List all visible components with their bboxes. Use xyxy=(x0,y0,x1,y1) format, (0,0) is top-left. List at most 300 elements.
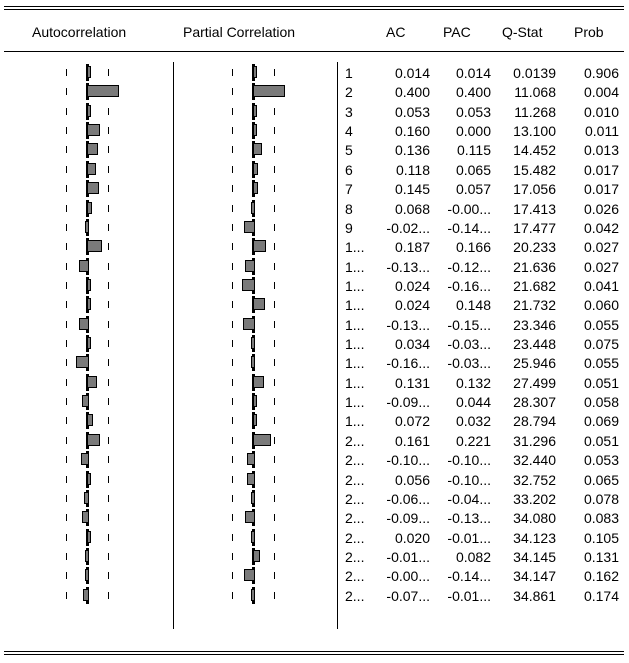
lag-cell: 1... xyxy=(345,297,365,314)
top-border-line-1 xyxy=(4,6,624,7)
qstat-cell: 15.482 xyxy=(513,161,556,178)
pac-value-cell: 0.115 xyxy=(457,142,491,159)
pac-lower-bound-tick xyxy=(232,263,233,270)
table-row xyxy=(0,566,629,585)
ac-upper-bound-tick xyxy=(108,127,109,134)
pac-lower-bound-tick xyxy=(232,127,233,134)
header-ac: AC xyxy=(386,24,406,40)
pac-upper-bound-tick xyxy=(274,301,275,308)
pac-lower-bound-tick xyxy=(232,340,233,347)
ac-lower-bound-tick xyxy=(66,534,67,541)
ac-lower-bound-tick xyxy=(66,243,67,250)
pac-bar xyxy=(253,240,266,252)
prob-cell: 0.011 xyxy=(585,123,619,140)
pac-value-cell: 0.032 xyxy=(455,413,491,430)
pac-upper-bound-tick xyxy=(274,108,275,115)
table-row xyxy=(0,257,629,276)
qstat-cell: 13.100 xyxy=(513,123,556,140)
prob-cell: 0.013 xyxy=(583,142,619,159)
ac-bar xyxy=(82,511,89,523)
table-row xyxy=(0,140,629,159)
ac-upper-bound-tick xyxy=(108,321,109,328)
pac-bar xyxy=(251,202,255,214)
pac-upper-bound-tick xyxy=(274,127,275,134)
pac-bar xyxy=(251,589,255,601)
prob-cell: 0.026 xyxy=(583,200,619,217)
lag-cell: 2... xyxy=(345,432,365,449)
lag-cell: 2... xyxy=(345,549,365,565)
pac-bar xyxy=(245,511,255,523)
ac-bar xyxy=(79,318,89,330)
ac-value-cell: -0.09... xyxy=(386,510,430,527)
ac-lower-bound-tick xyxy=(66,166,67,173)
pac-lower-bound-tick xyxy=(232,224,233,231)
ac-bar xyxy=(87,143,98,155)
ac-bar xyxy=(82,395,89,407)
ac-value-cell: 0.024 xyxy=(394,297,430,314)
prob-cell: 0.051 xyxy=(583,432,619,449)
prob-cell: 0.078 xyxy=(583,490,619,507)
pac-value-cell: 0.053 xyxy=(455,103,491,120)
ac-bar xyxy=(87,376,97,388)
pac-value-cell: 0.148 xyxy=(455,297,491,314)
pac-lower-bound-tick xyxy=(232,282,233,289)
ac-value-cell: -0.07... xyxy=(386,587,430,604)
ac-value-cell: -0.13... xyxy=(386,258,430,275)
table-row xyxy=(0,547,629,566)
lag-cell: 2... xyxy=(345,529,365,546)
lag-cell: 4 xyxy=(345,123,353,140)
ac-lower-bound-tick xyxy=(66,572,67,579)
table-row xyxy=(0,179,629,198)
prob-cell: 0.105 xyxy=(583,529,619,546)
table-row xyxy=(0,508,629,527)
pac-value-cell: 0.000 xyxy=(455,123,491,140)
ac-lower-bound-tick xyxy=(66,321,67,328)
qstat-cell: 21.682 xyxy=(513,277,556,294)
pac-upper-bound-tick xyxy=(274,340,275,347)
pac-upper-bound-tick xyxy=(274,166,275,173)
ac-value-cell: 0.161 xyxy=(394,432,430,449)
table-row xyxy=(0,411,629,430)
lag-cell: 1... xyxy=(345,355,365,372)
ac-lower-bound-tick xyxy=(66,437,67,444)
pac-lower-bound-tick xyxy=(232,476,233,483)
pac-upper-bound-tick xyxy=(274,456,275,463)
ac-bar xyxy=(87,182,99,194)
ac-value-cell: 0.136 xyxy=(394,142,430,159)
prob-cell: 0.083 xyxy=(583,510,619,527)
pac-bar xyxy=(253,143,262,155)
pac-bar xyxy=(253,163,258,175)
pac-bar xyxy=(253,124,257,136)
pac-value-cell: 0.044 xyxy=(455,394,491,411)
pac-bar xyxy=(242,279,255,291)
ac-upper-bound-tick xyxy=(108,301,109,308)
prob-cell: 0.010 xyxy=(583,103,619,120)
prob-cell: 0.051 xyxy=(583,374,619,391)
ac-bar xyxy=(87,298,91,310)
lag-cell: 3 xyxy=(345,103,353,120)
ac-value-cell: -0.02... xyxy=(386,219,430,236)
table-row xyxy=(0,528,629,547)
ac-upper-bound-tick xyxy=(108,398,109,405)
pac-lower-bound-tick xyxy=(232,108,233,115)
lag-cell: 1... xyxy=(345,277,365,294)
ac-lower-bound-tick xyxy=(66,417,67,424)
pac-value-cell: 0.057 xyxy=(455,181,491,198)
header-prob: Prob xyxy=(574,24,604,40)
table-row xyxy=(0,82,629,101)
ac-upper-bound-tick xyxy=(108,146,109,153)
qstat-cell: 21.732 xyxy=(513,297,556,314)
pac-bar xyxy=(253,182,258,194)
ac-lower-bound-tick xyxy=(66,146,67,153)
ac-bar xyxy=(76,356,89,368)
ac-value-cell: 0.068 xyxy=(394,200,430,217)
ac-lower-bound-tick xyxy=(66,340,67,347)
pac-upper-bound-tick xyxy=(274,185,275,192)
pac-bar xyxy=(247,453,255,465)
ac-lower-bound-tick xyxy=(66,282,67,289)
table-row xyxy=(0,160,629,179)
prob-cell: 0.162 xyxy=(583,568,619,585)
top-border-line-2 xyxy=(4,9,624,10)
pac-value-cell: -0.03... xyxy=(447,336,491,353)
pac-bar xyxy=(253,414,257,426)
prob-cell: 0.053 xyxy=(583,452,619,469)
ac-upper-bound-tick xyxy=(108,456,109,463)
lag-cell: 1... xyxy=(345,374,365,391)
prob-cell: 0.055 xyxy=(583,316,619,333)
ac-value-cell: -0.09... xyxy=(386,394,430,411)
pac-value-cell: 0.400 xyxy=(455,84,491,101)
pac-value-cell: -0.13... xyxy=(447,510,491,527)
header-partial-correlation: Partial Correlation xyxy=(183,24,296,40)
table-row xyxy=(0,121,629,140)
qstat-cell: 33.202 xyxy=(513,490,556,507)
ac-upper-bound-tick xyxy=(108,205,109,212)
pac-value-cell: -0.01... xyxy=(447,587,491,604)
header-pac: PAC xyxy=(443,24,471,40)
qstat-cell: 17.413 xyxy=(513,200,556,217)
pac-value-cell: -0.03... xyxy=(447,355,491,372)
pac-upper-bound-tick xyxy=(274,553,275,560)
pac-upper-bound-tick xyxy=(274,495,275,502)
ac-upper-bound-tick xyxy=(108,359,109,366)
pac-lower-bound-tick xyxy=(232,146,233,153)
prob-cell: 0.131 xyxy=(583,549,619,565)
pac-value-cell: -0.15... xyxy=(447,316,491,333)
qstat-cell: 21.636 xyxy=(513,258,556,275)
ac-value-cell: -0.00... xyxy=(386,568,430,585)
ac-upper-bound-tick xyxy=(108,514,109,521)
ac-lower-bound-tick xyxy=(66,88,67,95)
pac-lower-bound-tick xyxy=(232,321,233,328)
ac-upper-bound-tick xyxy=(108,263,109,270)
table-row xyxy=(0,102,629,121)
table-row xyxy=(0,276,629,295)
qstat-cell: 34.123 xyxy=(513,529,556,546)
ac-bar xyxy=(87,105,91,117)
ac-value-cell: 0.160 xyxy=(394,123,430,140)
prob-cell: 0.060 xyxy=(583,297,619,314)
pac-lower-bound-tick xyxy=(232,456,233,463)
ac-value-cell: -0.01... xyxy=(386,549,430,565)
ac-upper-bound-tick xyxy=(108,553,109,560)
pac-bar xyxy=(244,221,255,233)
ac-value-cell: 0.131 xyxy=(394,374,430,391)
qstat-cell: 34.080 xyxy=(513,510,556,527)
pac-value-cell: -0.01... xyxy=(447,529,491,546)
qstat-cell: 28.794 xyxy=(513,413,556,430)
pac-bar xyxy=(247,473,255,485)
lag-cell: 7 xyxy=(345,181,353,198)
pac-lower-bound-tick xyxy=(232,69,233,76)
ac-upper-bound-tick xyxy=(108,108,109,115)
table-row xyxy=(0,470,629,489)
ac-bar xyxy=(87,202,92,214)
ac-upper-bound-tick xyxy=(108,185,109,192)
pac-upper-bound-tick xyxy=(274,282,275,289)
ac-value-cell: 0.118 xyxy=(396,161,430,178)
pac-upper-bound-tick xyxy=(274,398,275,405)
ac-upper-bound-tick xyxy=(108,243,109,250)
ac-value-cell: -0.13... xyxy=(386,316,430,333)
pac-upper-bound-tick xyxy=(274,379,275,386)
prob-cell: 0.017 xyxy=(583,161,619,178)
pac-lower-bound-tick xyxy=(232,417,233,424)
lag-cell: 2... xyxy=(345,510,365,527)
qstat-cell: 23.346 xyxy=(513,316,556,333)
ac-bar xyxy=(87,434,100,446)
lag-cell: 2... xyxy=(345,471,365,488)
table-row xyxy=(0,489,629,508)
header-autocorrelation: Autocorrelation xyxy=(32,24,127,40)
lag-cell: 1... xyxy=(345,239,365,256)
pac-value-cell: -0.16... xyxy=(447,277,491,294)
pac-value-cell: 0.132 xyxy=(455,374,491,391)
ac-upper-bound-tick xyxy=(108,572,109,579)
table-row xyxy=(0,334,629,353)
ac-bar xyxy=(87,85,119,97)
lag-cell: 8 xyxy=(345,200,353,217)
lag-cell: 2... xyxy=(345,587,365,604)
qstat-cell: 34.145 xyxy=(513,549,556,565)
prob-cell: 0.069 xyxy=(583,413,619,430)
lag-cell: 2... xyxy=(345,452,365,469)
pac-upper-bound-tick xyxy=(274,437,275,444)
lag-cell: 1... xyxy=(345,394,365,411)
table-row xyxy=(0,431,629,450)
pac-lower-bound-tick xyxy=(232,243,233,250)
ac-value-cell: 0.034 xyxy=(394,336,430,353)
pac-upper-bound-tick xyxy=(274,146,275,153)
pac-bar xyxy=(253,395,257,407)
qstat-cell: 23.448 xyxy=(513,336,556,353)
table-row xyxy=(0,218,629,237)
pac-lower-bound-tick xyxy=(232,534,233,541)
pac-bar xyxy=(245,260,255,272)
ac-lower-bound-tick xyxy=(66,185,67,192)
ac-bar xyxy=(83,589,89,601)
table-row xyxy=(0,315,629,334)
table-row xyxy=(0,586,629,605)
ac-value-cell: 0.072 xyxy=(394,413,430,430)
lag-cell: 1... xyxy=(345,258,365,275)
ac-lower-bound-tick xyxy=(66,359,67,366)
pac-bar xyxy=(253,85,285,97)
ac-lower-bound-tick xyxy=(66,379,67,386)
prob-cell: 0.042 xyxy=(583,219,619,236)
ac-upper-bound-tick xyxy=(108,495,109,502)
pac-lower-bound-tick xyxy=(232,592,233,599)
table-row xyxy=(0,63,629,82)
prob-cell: 0.027 xyxy=(583,239,619,256)
pac-bar xyxy=(251,337,255,349)
pac-upper-bound-tick xyxy=(274,592,275,599)
qstat-cell: 17.056 xyxy=(513,181,556,198)
ac-bar xyxy=(87,531,91,543)
table-row xyxy=(0,295,629,314)
pac-lower-bound-tick xyxy=(232,553,233,560)
prob-cell: 0.906 xyxy=(583,65,619,81)
pac-value-cell: 0.082 xyxy=(455,549,491,565)
pac-value-cell: 0.065 xyxy=(455,161,491,178)
pac-lower-bound-tick xyxy=(232,398,233,405)
ac-lower-bound-tick xyxy=(66,553,67,560)
pac-lower-bound-tick xyxy=(232,572,233,579)
lag-cell: 1 xyxy=(345,65,353,81)
ac-upper-bound-tick xyxy=(108,534,109,541)
pac-upper-bound-tick xyxy=(274,476,275,483)
ac-upper-bound-tick xyxy=(108,282,109,289)
ac-bar xyxy=(81,453,89,465)
ac-bar xyxy=(85,569,89,581)
prob-cell: 0.027 xyxy=(583,258,619,275)
ac-bar xyxy=(87,163,96,175)
pac-upper-bound-tick xyxy=(274,534,275,541)
ac-lower-bound-tick xyxy=(66,263,67,270)
pac-upper-bound-tick xyxy=(274,243,275,250)
pac-lower-bound-tick xyxy=(232,166,233,173)
ac-value-cell: 0.053 xyxy=(394,103,430,120)
ac-lower-bound-tick xyxy=(66,476,67,483)
lag-cell: 1... xyxy=(345,336,365,353)
lag-cell: 2 xyxy=(345,84,353,101)
qstat-cell: 32.440 xyxy=(513,452,556,469)
ac-bar xyxy=(87,279,91,291)
table-row xyxy=(0,237,629,256)
ac-value-cell: -0.16... xyxy=(386,355,430,372)
pac-lower-bound-tick xyxy=(232,514,233,521)
table-row xyxy=(0,199,629,218)
prob-cell: 0.174 xyxy=(583,587,619,604)
ac-bar xyxy=(87,337,91,349)
qstat-cell: 20.233 xyxy=(513,239,556,256)
pac-upper-bound-tick xyxy=(274,69,275,76)
ac-upper-bound-tick xyxy=(108,69,109,76)
pac-upper-bound-tick xyxy=(274,224,275,231)
prob-cell: 0.017 xyxy=(583,181,619,198)
pac-lower-bound-tick xyxy=(232,495,233,502)
ac-lower-bound-tick xyxy=(66,69,67,76)
ac-lower-bound-tick xyxy=(66,456,67,463)
qstat-cell: 11.268 xyxy=(514,103,556,120)
ac-value-cell: 0.056 xyxy=(394,471,430,488)
pac-lower-bound-tick xyxy=(232,205,233,212)
pac-upper-bound-tick xyxy=(274,572,275,579)
ac-upper-bound-tick xyxy=(108,166,109,173)
qstat-cell: 28.307 xyxy=(513,394,556,411)
pac-lower-bound-tick xyxy=(232,359,233,366)
lag-cell: 2... xyxy=(345,568,365,585)
ac-upper-bound-tick xyxy=(108,340,109,347)
ac-bar xyxy=(87,124,100,136)
pac-value-cell: -0.10... xyxy=(447,452,491,469)
pac-bar xyxy=(251,356,255,368)
ac-lower-bound-tick xyxy=(66,514,67,521)
qstat-cell: 17.477 xyxy=(513,219,556,236)
ac-value-cell: 0.024 xyxy=(394,277,430,294)
table-row xyxy=(0,373,629,392)
pac-value-cell: -0.00... xyxy=(447,200,491,217)
prob-cell: 0.041 xyxy=(583,277,619,294)
pac-bar xyxy=(253,298,265,310)
pac-value-cell: 0.166 xyxy=(455,239,491,256)
qstat-cell: 31.296 xyxy=(513,432,556,449)
table-row xyxy=(0,450,629,469)
ac-upper-bound-tick xyxy=(108,379,109,386)
lag-cell: 2... xyxy=(345,490,365,507)
pac-value-cell: -0.04... xyxy=(447,490,491,507)
qstat-cell: 34.147 xyxy=(513,568,556,585)
ac-bar xyxy=(87,66,91,78)
bottom-border-line-1 xyxy=(4,651,624,652)
pac-lower-bound-tick xyxy=(232,437,233,444)
qstat-cell: 14.452 xyxy=(513,142,556,159)
prob-cell: 0.004 xyxy=(583,84,619,101)
pac-value-cell: 0.014 xyxy=(455,65,491,81)
pac-bar xyxy=(253,66,257,78)
ac-lower-bound-tick xyxy=(66,301,67,308)
pac-bar xyxy=(253,105,257,117)
ac-value-cell: -0.06... xyxy=(386,490,430,507)
pac-bar xyxy=(253,376,264,388)
prob-cell: 0.065 xyxy=(583,471,619,488)
pac-value-cell: -0.10... xyxy=(447,471,491,488)
pac-lower-bound-tick xyxy=(232,88,233,95)
pac-bar xyxy=(244,569,255,581)
qstat-cell: 0.0139 xyxy=(513,65,556,81)
pac-value-cell: -0.14... xyxy=(447,219,491,236)
ac-value-cell: -0.10... xyxy=(386,452,430,469)
table-row xyxy=(0,392,629,411)
ac-bar xyxy=(84,492,89,504)
qstat-cell: 34.861 xyxy=(513,587,556,604)
pac-upper-bound-tick xyxy=(274,417,275,424)
ac-lower-bound-tick xyxy=(66,205,67,212)
qstat-cell: 25.946 xyxy=(513,355,556,372)
ac-lower-bound-tick xyxy=(66,592,67,599)
ac-bar xyxy=(87,414,93,426)
pac-value-cell: -0.14... xyxy=(447,568,491,585)
prob-cell: 0.058 xyxy=(583,394,619,411)
ac-value-cell: 0.014 xyxy=(394,65,430,81)
lag-cell: 9 xyxy=(345,219,353,236)
ac-bar xyxy=(87,473,91,485)
table-row xyxy=(0,353,629,372)
